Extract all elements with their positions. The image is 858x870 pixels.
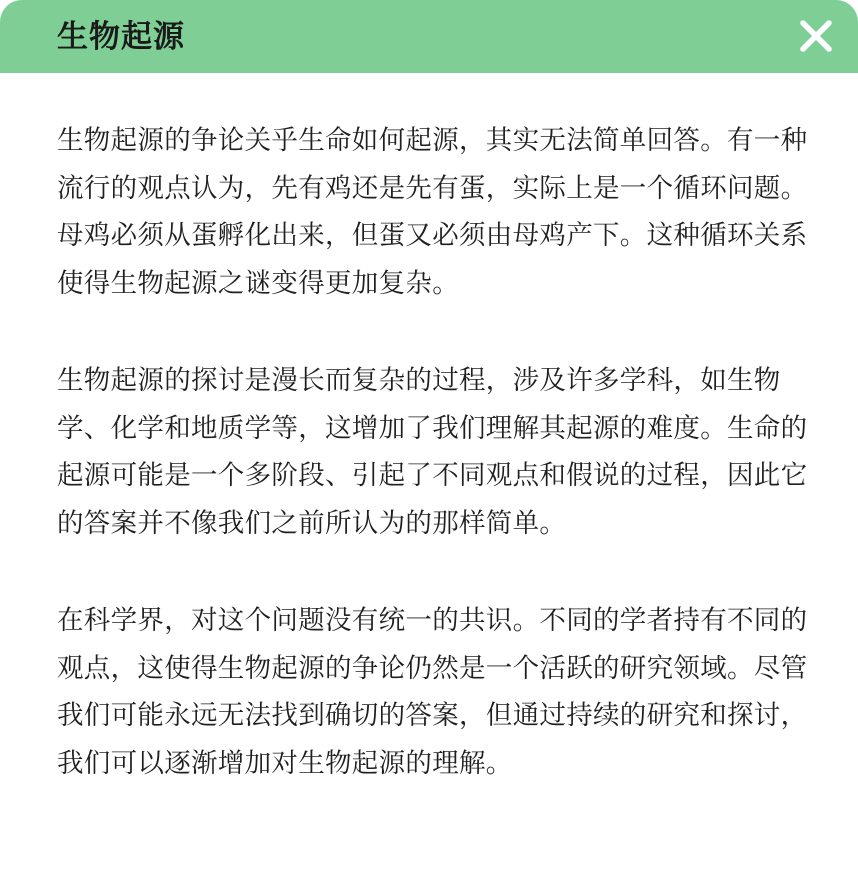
header-bar	[0, 0, 858, 73]
close-icon	[798, 18, 834, 54]
page-title: 生物起源	[57, 19, 185, 55]
paragraph: 生物起源的探讨是漫长而复杂的过程，涉及许多学科，如生物学、化学和地质学等，这增加了我们理解其起源的难度。生命的起源可能是一个多阶段、引起了不同观点和假说的过程，因此它的答案并不像我们之前所认为的那样简单。	[57, 365, 808, 539]
close-button[interactable]	[798, 18, 834, 54]
paragraph: 在科学界，对这个问题没有统一的共识。不同的学者持有不同的观点，这使得生物起源的争论仍然是一个活跃的研究领域。尽管我们可能永远无法找到确切的答案，但通过持续的研究和探讨，我们可以逐渐增加对生物起源的理解。	[57, 605, 808, 779]
article-body	[57, 117, 809, 837]
paragraph: 生物起源的争论关乎生命如何起源，其实无法简单回答。有一种流行的观点认为，先有鸡还是先有蛋，实际上是一个循环问题。母鸡必须从蛋孵化出来，但蛋又必须由母鸡产下。这种循环关系使得生物起源之谜变得更加复杂。	[57, 125, 808, 299]
